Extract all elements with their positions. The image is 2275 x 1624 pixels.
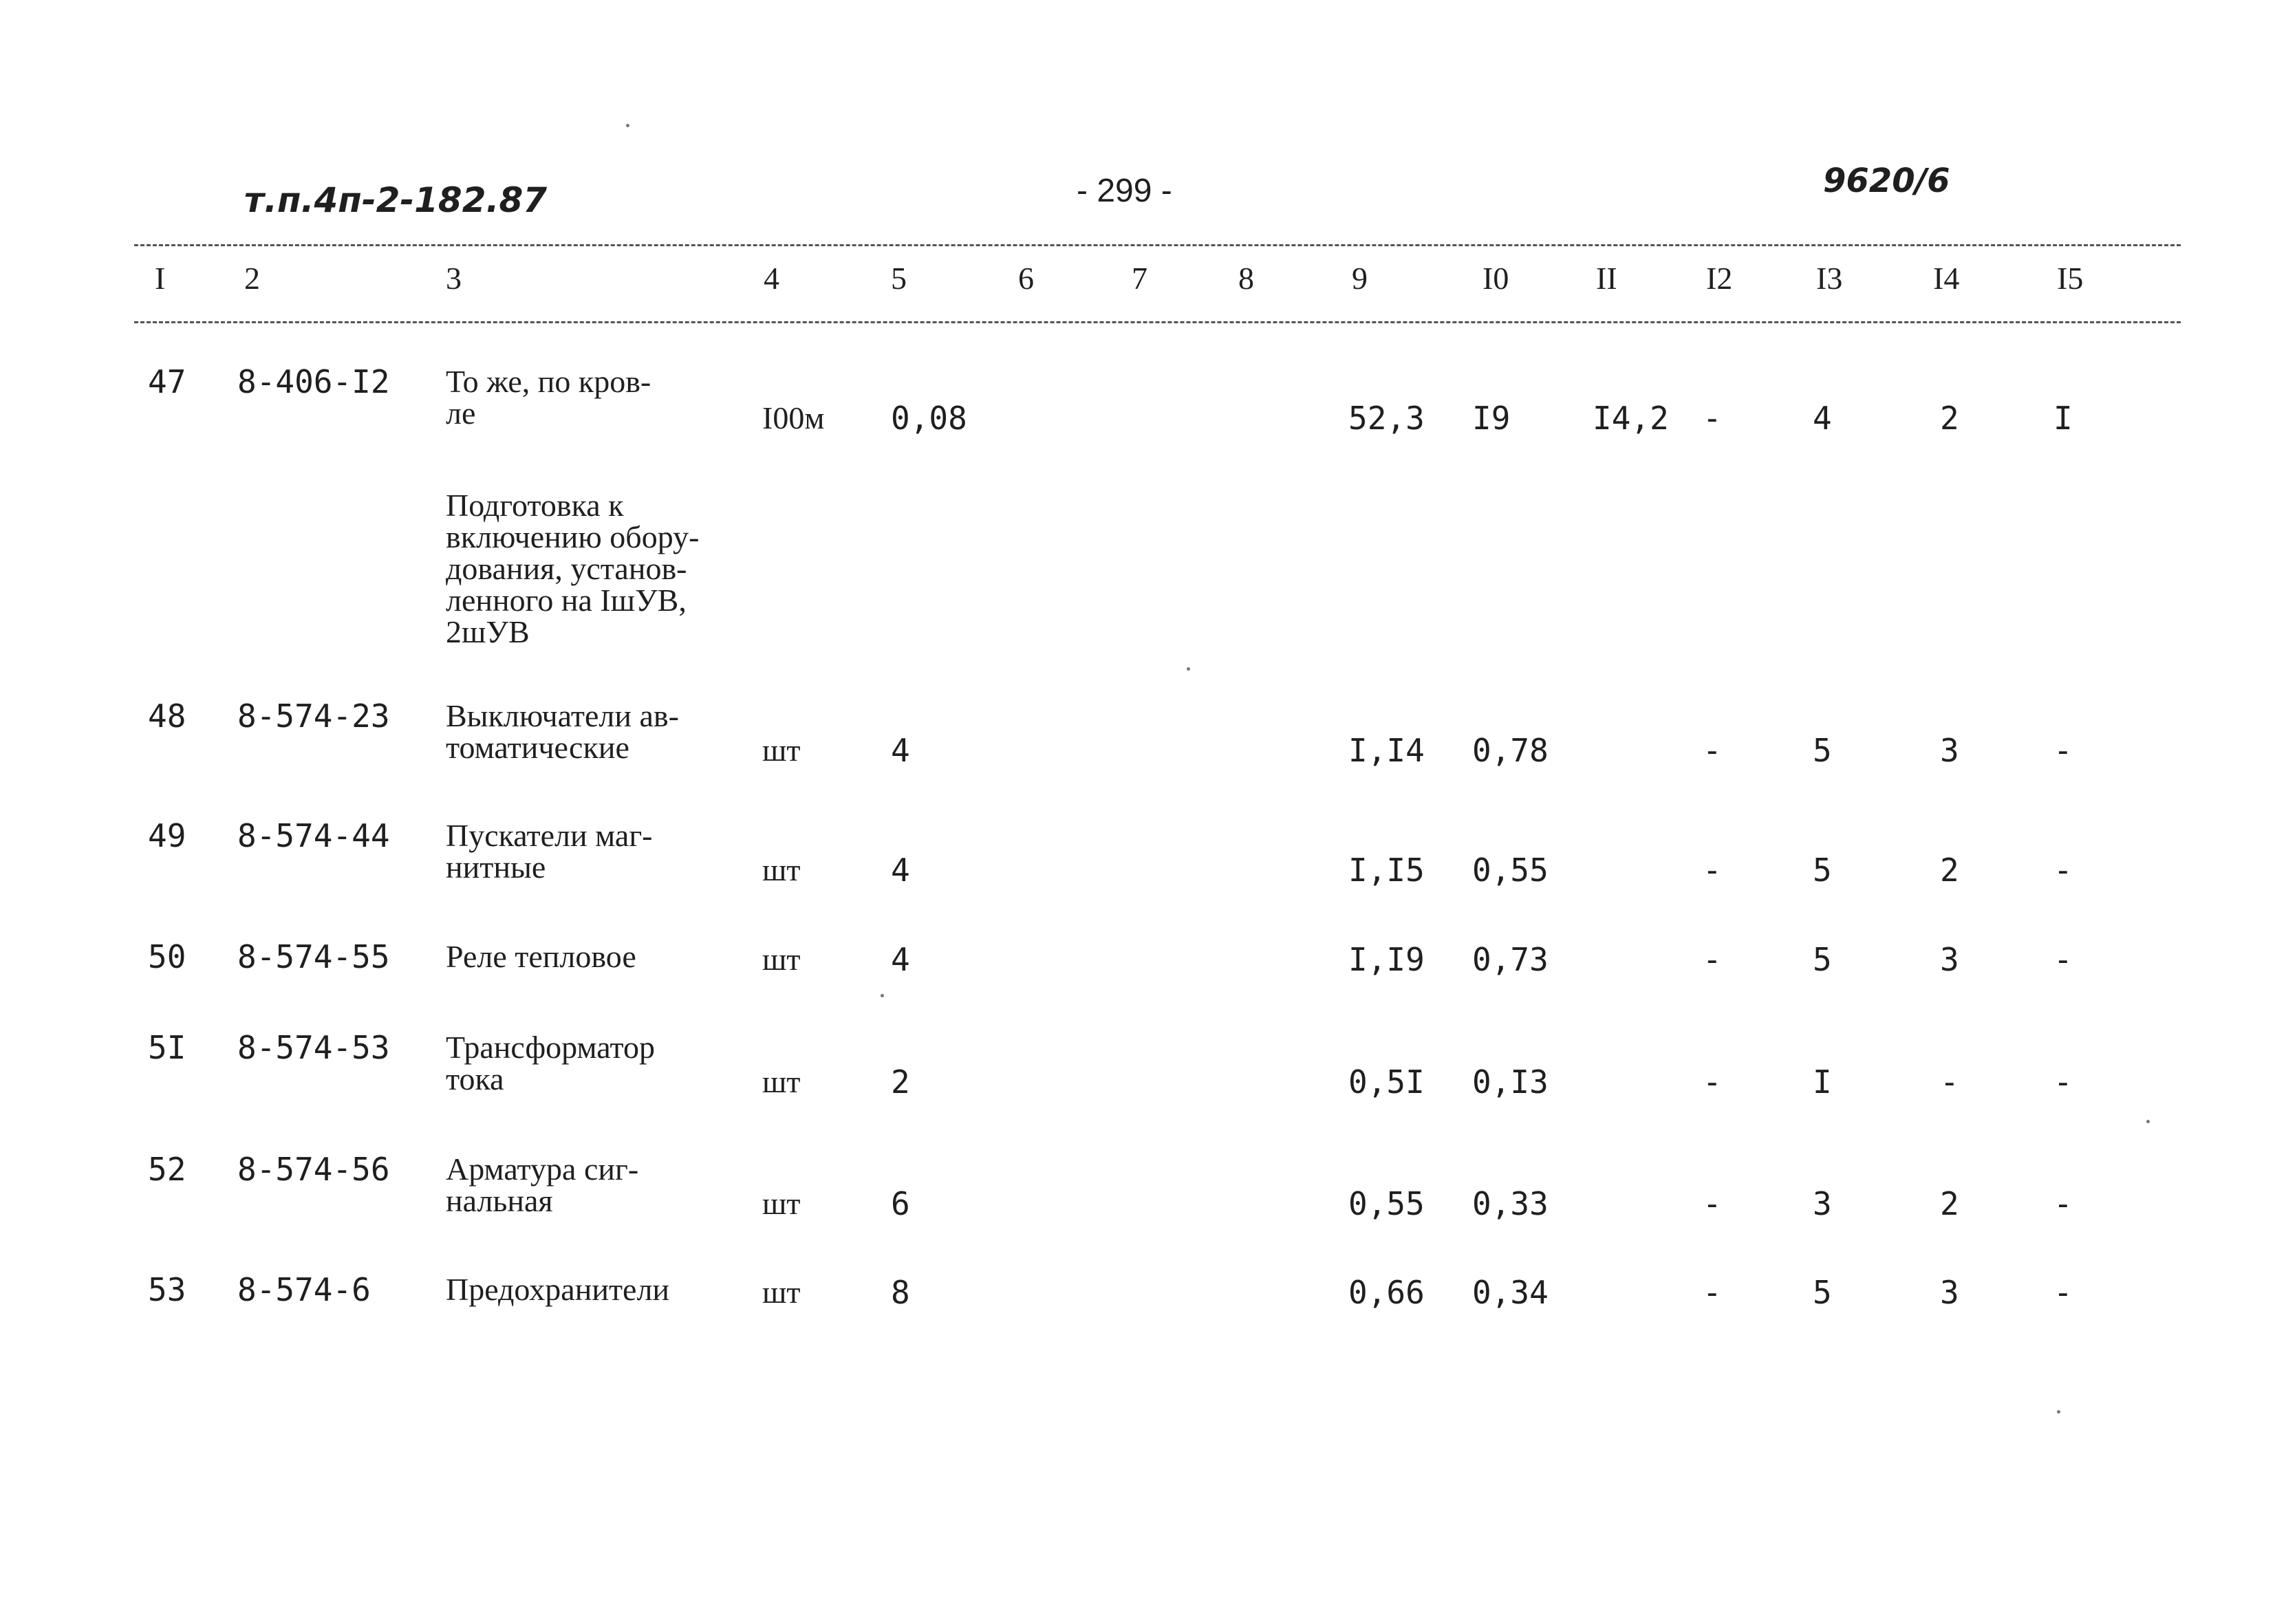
- row-number: 5I: [148, 1029, 186, 1066]
- col-12-value: -: [1703, 941, 1722, 978]
- col-9-value: 0,66: [1348, 1274, 1425, 1311]
- column-header-8: 8: [1238, 261, 1254, 296]
- scan-speck: [1187, 667, 1190, 671]
- col-10-value: 0,73: [1472, 941, 1549, 978]
- col-12-value: -: [1703, 1185, 1722, 1222]
- unit: шт: [762, 1064, 801, 1099]
- unit: шт: [762, 1186, 801, 1221]
- unit: I00м: [762, 400, 825, 435]
- col-12-value: -: [1703, 1063, 1722, 1101]
- col-13-value: 3: [1813, 1185, 1832, 1222]
- work-description: Пускатели маг- нитные: [446, 818, 653, 885]
- column-header-4: 4: [764, 261, 779, 296]
- price-code: 8-406-I2: [237, 363, 390, 400]
- doc-code: т.п.4п-2-182.87: [244, 180, 548, 220]
- column-header-7: 7: [1132, 261, 1147, 296]
- price-code: 8-574-23: [237, 697, 390, 735]
- col-9-value: I,I4: [1348, 732, 1425, 769]
- row-number: 47: [148, 363, 186, 400]
- col-15-value: -: [2053, 941, 2073, 978]
- unit: шт: [762, 1275, 801, 1310]
- column-header-10: I0: [1482, 261, 1509, 296]
- col-9-value: 0,5I: [1348, 1063, 1425, 1101]
- row-number: 53: [148, 1271, 186, 1308]
- work-description: Трансформатор тока: [446, 1030, 655, 1096]
- col-13-value: 4: [1813, 400, 1832, 437]
- col-13-value: 5: [1813, 732, 1832, 769]
- col-12-value: -: [1703, 1274, 1722, 1311]
- col-14-value: -: [1940, 1063, 1959, 1101]
- col-14-value: 2: [1940, 852, 1959, 889]
- work-description: Реле тепловое: [446, 939, 636, 974]
- col-14-value: 2: [1940, 400, 1959, 437]
- column-header-14: I4: [1933, 261, 1960, 296]
- work-description: Предохранители: [446, 1272, 670, 1307]
- scan-speck: [626, 124, 629, 127]
- col-12-value: -: [1703, 732, 1722, 769]
- col-9-value: 0,55: [1348, 1185, 1425, 1222]
- col-10-value: 0,34: [1472, 1274, 1549, 1311]
- col-9-value: I,I9: [1348, 941, 1425, 978]
- quantity: 8: [891, 1274, 910, 1311]
- col-15-value: -: [2053, 1185, 2073, 1222]
- scan-speck: [881, 994, 884, 997]
- col-12-value: -: [1703, 400, 1722, 437]
- scan-speck: [2146, 1120, 2150, 1123]
- col-10-value: 0,78: [1472, 732, 1549, 769]
- unit: шт: [762, 852, 801, 887]
- row-number: 52: [148, 1151, 186, 1188]
- col-10-value: I9: [1472, 400, 1511, 437]
- work-description: То же, по кров- ле: [446, 364, 651, 431]
- col-15-value: I: [2053, 400, 2073, 437]
- price-code: 8-574-53: [237, 1029, 390, 1066]
- quantity: 2: [891, 1063, 910, 1101]
- col-11-value: I4,2: [1593, 400, 1669, 437]
- quantity: 4: [891, 732, 910, 769]
- work-description: Выключатели ав- томатические: [446, 698, 679, 765]
- price-code: 8-574-55: [237, 938, 390, 975]
- column-header-2: 2: [244, 261, 260, 296]
- column-header-3: 3: [446, 261, 462, 296]
- section-heading: Подготовка к включению обору- дования, установ- ленного на IшУВ, 2шУВ: [446, 488, 700, 649]
- column-header-1: I: [155, 261, 166, 296]
- column-header-6: 6: [1018, 261, 1034, 296]
- col-13-value: 5: [1813, 941, 1832, 978]
- column-header-11: II: [1596, 261, 1617, 296]
- col-14-value: 3: [1940, 941, 1959, 978]
- price-code: 8-574-56: [237, 1151, 390, 1188]
- column-header-15: I5: [2057, 261, 2084, 296]
- unit: шт: [762, 733, 801, 768]
- col-13-value: 5: [1813, 852, 1832, 889]
- column-header-12: I2: [1706, 261, 1733, 296]
- col-15-value: -: [2053, 852, 2073, 889]
- column-header-9: 9: [1352, 261, 1368, 296]
- col-14-value: 3: [1940, 1274, 1959, 1311]
- col-14-value: 2: [1940, 1185, 1959, 1222]
- price-code: 8-574-6: [237, 1271, 371, 1308]
- table-header-rule: [134, 321, 2181, 323]
- col-9-value: I,I5: [1348, 852, 1425, 889]
- col-15-value: -: [2053, 1063, 2073, 1101]
- row-number: 48: [148, 697, 186, 735]
- page-number: - 299 -: [1077, 173, 1172, 209]
- col-15-value: -: [2053, 732, 2073, 769]
- col-13-value: I: [1813, 1063, 1832, 1101]
- sheet-code: 9620/6: [1823, 162, 1950, 200]
- col-15-value: -: [2053, 1274, 2073, 1311]
- col-13-value: 5: [1813, 1274, 1832, 1311]
- row-number: 49: [148, 817, 186, 854]
- quantity: 6: [891, 1185, 910, 1222]
- column-header-5: 5: [891, 261, 907, 296]
- col-9-value: 52,3: [1348, 400, 1425, 437]
- price-code: 8-574-44: [237, 817, 390, 854]
- row-number: 50: [148, 938, 186, 975]
- col-10-value: 0,33: [1472, 1185, 1549, 1222]
- quantity: 4: [891, 852, 910, 889]
- col-12-value: -: [1703, 852, 1722, 889]
- col-14-value: 3: [1940, 732, 1959, 769]
- work-description: Арматура сиг- нальная: [446, 1151, 639, 1218]
- quantity: 0,08: [891, 400, 967, 437]
- quantity: 4: [891, 941, 910, 978]
- column-header-13: I3: [1816, 261, 1843, 296]
- col-10-value: 0,I3: [1472, 1063, 1549, 1101]
- table-top-rule: [134, 244, 2181, 246]
- unit: шт: [762, 942, 801, 977]
- scan-speck: [2057, 1410, 2060, 1414]
- col-10-value: 0,55: [1472, 852, 1549, 889]
